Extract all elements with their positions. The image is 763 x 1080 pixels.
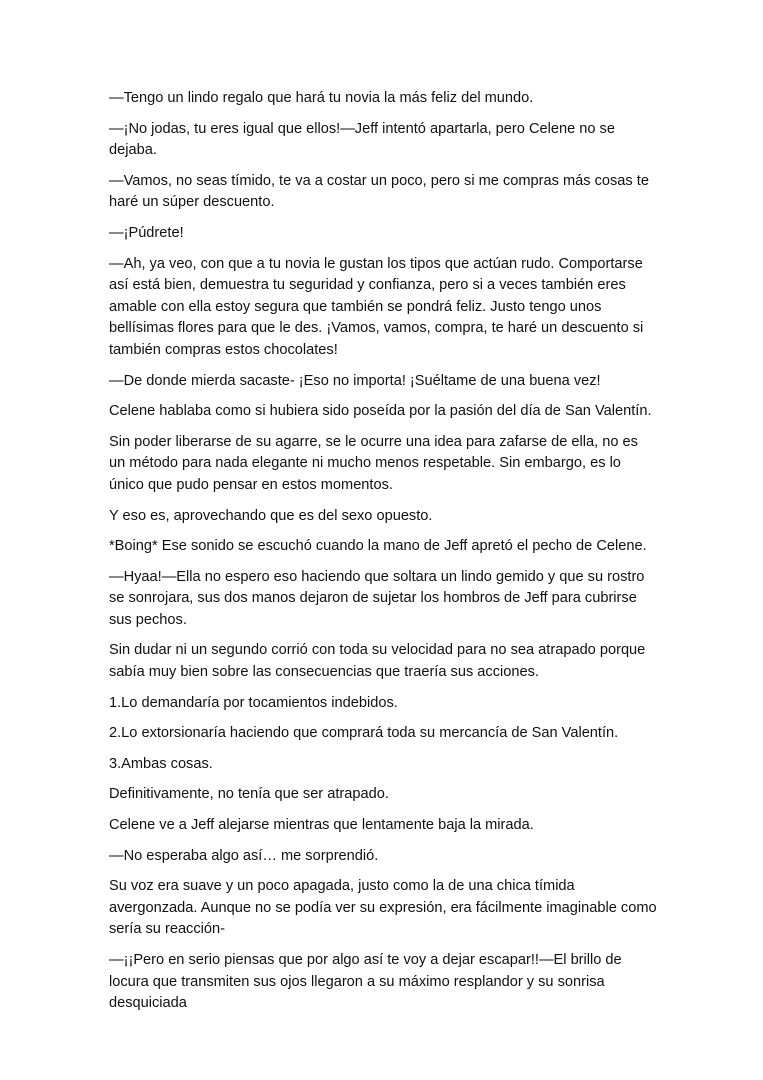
paragraph-7: Celene hablaba como si hubiera sido poseída por la pasión del día de San Valentín.: [109, 403, 652, 420]
paragraph-8: Sin poder liberarse de su agarre, se le ocurre una idea para zafarse de ella, no es un método para nada elegante ni mucho menos respetable. Sin embargo, es lo único que pudo pensar en estos momentos.: [109, 433, 638, 493]
paragraph-9: Y eso es, aprovechando que es del sexo opuesto.: [109, 507, 433, 524]
paragraph-3: —Vamos, no seas tímido, te va a costar un poco, pero si me compras más cosas te haré un súper descuento.: [109, 172, 649, 211]
paragraph-11: —Hyaa!—Ella no espero eso haciendo que soltara un lindo gemido y que su rostro se sonrojara, sus dos manos dejaron de sujetar los hombros de Jeff para cubrirse sus pechos.: [109, 568, 645, 628]
paragraph-10: *Boing* Ese sonido se escuchó cuando la mano de Jeff apretó el pecho de Celene.: [109, 538, 647, 555]
paragraph-6: —De donde mierda sacaste- ¡Eso no importa! ¡Suéltame de una buena vez!: [109, 372, 601, 389]
paragraph-16: Definitivamente, no tenía que ser atrapado.: [109, 786, 389, 803]
paragraph-20: —¡¡Pero en serio piensas que por algo así te voy a dejar escapar!!—El brillo de locura que transmiten sus ojos llegaron a su máximo resplandor y su sonrisa desquiciada: [109, 952, 622, 1012]
list-item-2: 2.Lo extorsionaría haciendo que comprará toda su mercancía de San Valentín.: [109, 725, 619, 742]
paragraph-1: —Tengo un lindo regalo que hará tu novia la más feliz del mundo.: [109, 90, 534, 106]
paragraph-2: —¡No jodas, tu eres igual que ellos!—Jeff intentó apartarla, pero Celene no se dejaba.: [109, 120, 615, 159]
paragraph-18: —No esperaba algo así… me sorprendió.: [109, 847, 379, 864]
paragraph-5: —Ah, ya veo, con que a tu novia le gustan los tipos que actúan rudo. Comportarse así está bien, demuestra tu seguridad y confianza, pero si a veces también eres amable con ella estoy segura que también se pondrá feliz. Justo tengo unos bellísimas flores para que le des. ¡Vamos, vamos, compra, te haré un descuento si también compras estos chocolates!: [109, 255, 644, 358]
document-page: [109, 88, 657, 1024]
paragraph-12: Sin dudar ni un segundo corrió con toda su velocidad para no sea atrapado porque sabía muy bien sobre las consecuencias que traería sus acciones.: [109, 642, 646, 681]
paragraph-17: Celene ve a Jeff alejarse mientras que lentamente baja la mirada.: [109, 817, 534, 834]
paragraph-4: —¡Púdrete!: [109, 224, 184, 241]
paragraph-19: Su voz era suave y un poco apagada, justo como la de una chica tímida avergonzada. Aunque no se podía ver su expresión, era fácilmente imaginable como sería su reacción-: [109, 878, 657, 938]
list-item-3: 3.Ambas cosas.: [109, 755, 213, 772]
list-item-1: 1.Lo demandaría por tocamientos indebidos.: [109, 694, 398, 711]
